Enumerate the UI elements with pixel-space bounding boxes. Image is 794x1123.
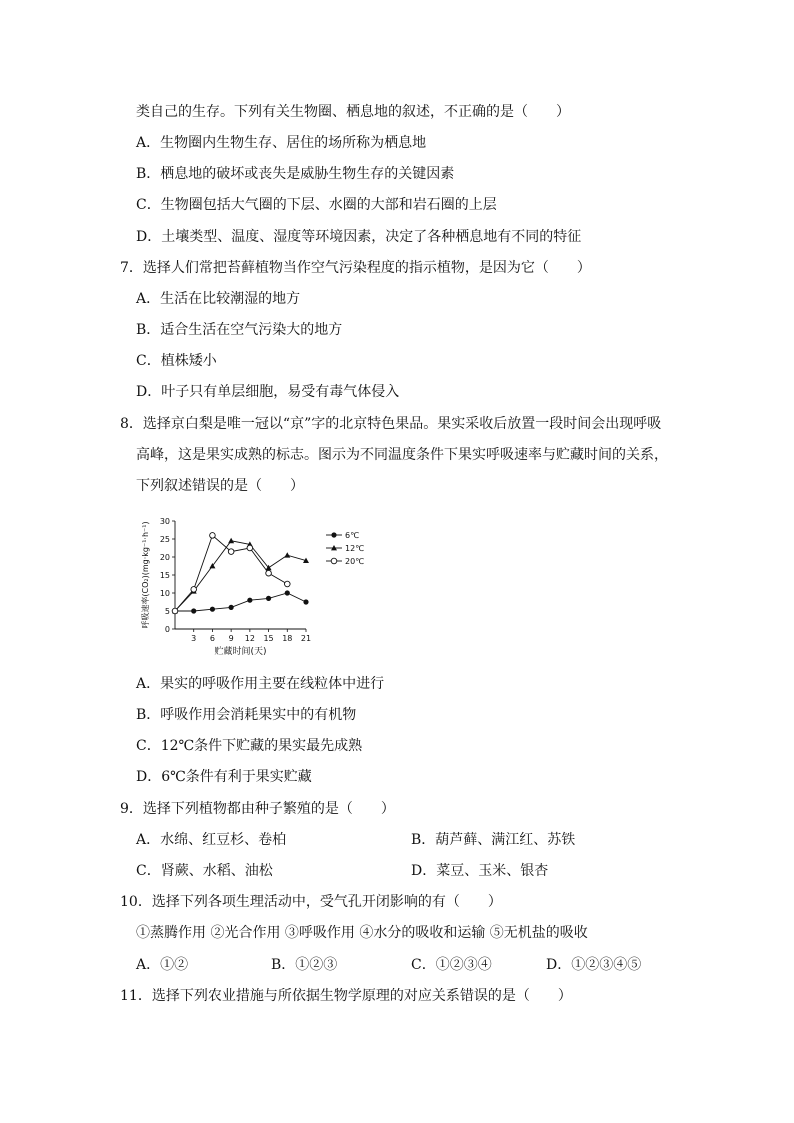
- q8-option-b: B．呼吸作用会消耗果实中的有机物: [136, 707, 357, 723]
- q8-stem-line-2: 高峰，这是果实成熟的标志。图示为不同温度条件下果实呼吸速率与贮藏时间的关系，: [136, 447, 668, 463]
- series-point-2: [172, 608, 178, 614]
- y-tick-label: 30: [159, 517, 170, 526]
- q6-option-d: D．土壤类型、温度、湿度等环境因素，决定了各种栖息地有不同的特征: [136, 229, 582, 245]
- series-point-1: [284, 552, 290, 557]
- q9-option-c: C．肾蕨、水稻、油松: [136, 863, 273, 879]
- chart-series: [172, 533, 309, 614]
- q8-option-a: A．果实的呼吸作用主要在线粒体中进行: [136, 676, 385, 692]
- series-point-2: [284, 581, 290, 587]
- x-tick-label: 9: [228, 634, 234, 643]
- q7-option-a: A．生活在比较潮湿的地方: [136, 291, 301, 307]
- x-tick-label: 21: [300, 634, 312, 643]
- series-point-0: [266, 596, 271, 601]
- chart-legend: [326, 531, 364, 566]
- legend-label-0: 6℃: [345, 531, 360, 540]
- q6-stem: 类自己的生存。下列有关生物圈、栖息地的叙述，不正确的是（ ）: [136, 104, 570, 120]
- q10-option-b: B．①②③: [271, 957, 338, 973]
- legend-marker-0: [331, 532, 336, 537]
- series-point-0: [285, 590, 290, 595]
- respiration-rate-chart: [136, 507, 376, 662]
- y-tick-label: 15: [159, 571, 170, 580]
- q10-option-c: C．①②③④: [411, 957, 492, 973]
- q10-option-d: D．①②③④⑤: [546, 957, 642, 973]
- y-tick-label: 25: [159, 535, 170, 544]
- q6-option-a: A．生物圈内生物生存、居住的场所称为栖息地: [136, 135, 427, 151]
- series-line-0: [175, 593, 306, 611]
- series-point-0: [210, 607, 215, 612]
- q8-stem-line-3: 下列叙述错误的是（ ）: [136, 478, 304, 494]
- legend-label-2: 20℃: [345, 557, 365, 566]
- x-tick-label: 18: [282, 634, 293, 643]
- y-tick-label: 5: [164, 607, 170, 616]
- x-tick-label: 15: [263, 634, 274, 643]
- q7-option-b: B．适合生活在空气污染大的地方: [136, 322, 343, 338]
- q7-stem: 7．选择人们常把苔藓植物当作空气污染程度的指示植物，是因为它（ ）: [120, 260, 591, 276]
- q10-stem: 10．选择下列各项生理活动中，受气孔开闭影响的有（ ）: [120, 894, 502, 910]
- legend-label-1: 12℃: [345, 544, 365, 553]
- y-tick-label: 20: [159, 553, 170, 562]
- series-line-1: [175, 541, 306, 611]
- q6-option-c: C．生物圈包括大气圈的下层、水圈的大部和岩石圈的上层: [136, 197, 497, 213]
- chart-axes: [140, 517, 311, 657]
- q10-items: ①蒸腾作用 ②光合作用 ③呼吸作用 ④水分的吸收和运输 ⑤无机盐的吸收: [136, 925, 588, 941]
- q11-stem: 11．选择下列农业措施与所依据生物学原理的对应关系错误的是（ ）: [120, 988, 572, 1004]
- series-point-2: [228, 549, 234, 555]
- series-point-0: [247, 598, 252, 603]
- q6-option-b: B．栖息地的破坏或丧失是威胁生物生存的关键因素: [136, 166, 455, 182]
- q8-option-d: D．6℃条件有利于果实贮藏: [136, 769, 312, 785]
- q8-option-c: C．12℃条件下贮藏的果实最先成熟: [136, 738, 363, 754]
- q9-option-b: B．葫芦藓、满江红、苏铁: [411, 832, 576, 848]
- y-tick-label: 0: [164, 625, 170, 634]
- series-point-2: [210, 533, 216, 539]
- series-point-2: [247, 545, 253, 551]
- series-point-2: [191, 587, 197, 593]
- x-axis-label: 贮藏时间(天): [214, 647, 267, 657]
- series-point-0: [191, 608, 196, 613]
- x-tick-label: 3: [191, 634, 197, 643]
- series-point-0: [303, 599, 308, 604]
- y-tick-label: 10: [159, 589, 170, 598]
- q7-option-c: C．植株矮小: [136, 353, 217, 369]
- x-tick-label: 6: [209, 634, 215, 643]
- series-point-2: [266, 570, 272, 576]
- q9-stem: 9．选择下列植物都由种子繁殖的是（ ）: [120, 801, 395, 817]
- series-point-1: [228, 538, 234, 543]
- q10-option-a: A．①②: [136, 957, 189, 973]
- q8-stem-line-1: 8．选择京白梨是唯一冠以“京”字的北京特色果品。果实采收后放置一段时间会出现呼吸: [120, 416, 662, 432]
- x-tick-label: 12: [244, 634, 255, 643]
- q9-option-a: A．水绵、红豆杉、卷柏: [136, 832, 287, 848]
- legend-marker-2: [331, 558, 337, 564]
- series-point-0: [229, 605, 234, 610]
- q7-option-d: D．叶子只有单层细胞，易受有毒气体侵入: [136, 384, 400, 400]
- q9-option-d: D．菜豆、玉米、银杏: [411, 863, 549, 879]
- y-axis-label: 呼吸速率(CO₂)(mg·kg⁻¹·h⁻¹): [141, 521, 150, 629]
